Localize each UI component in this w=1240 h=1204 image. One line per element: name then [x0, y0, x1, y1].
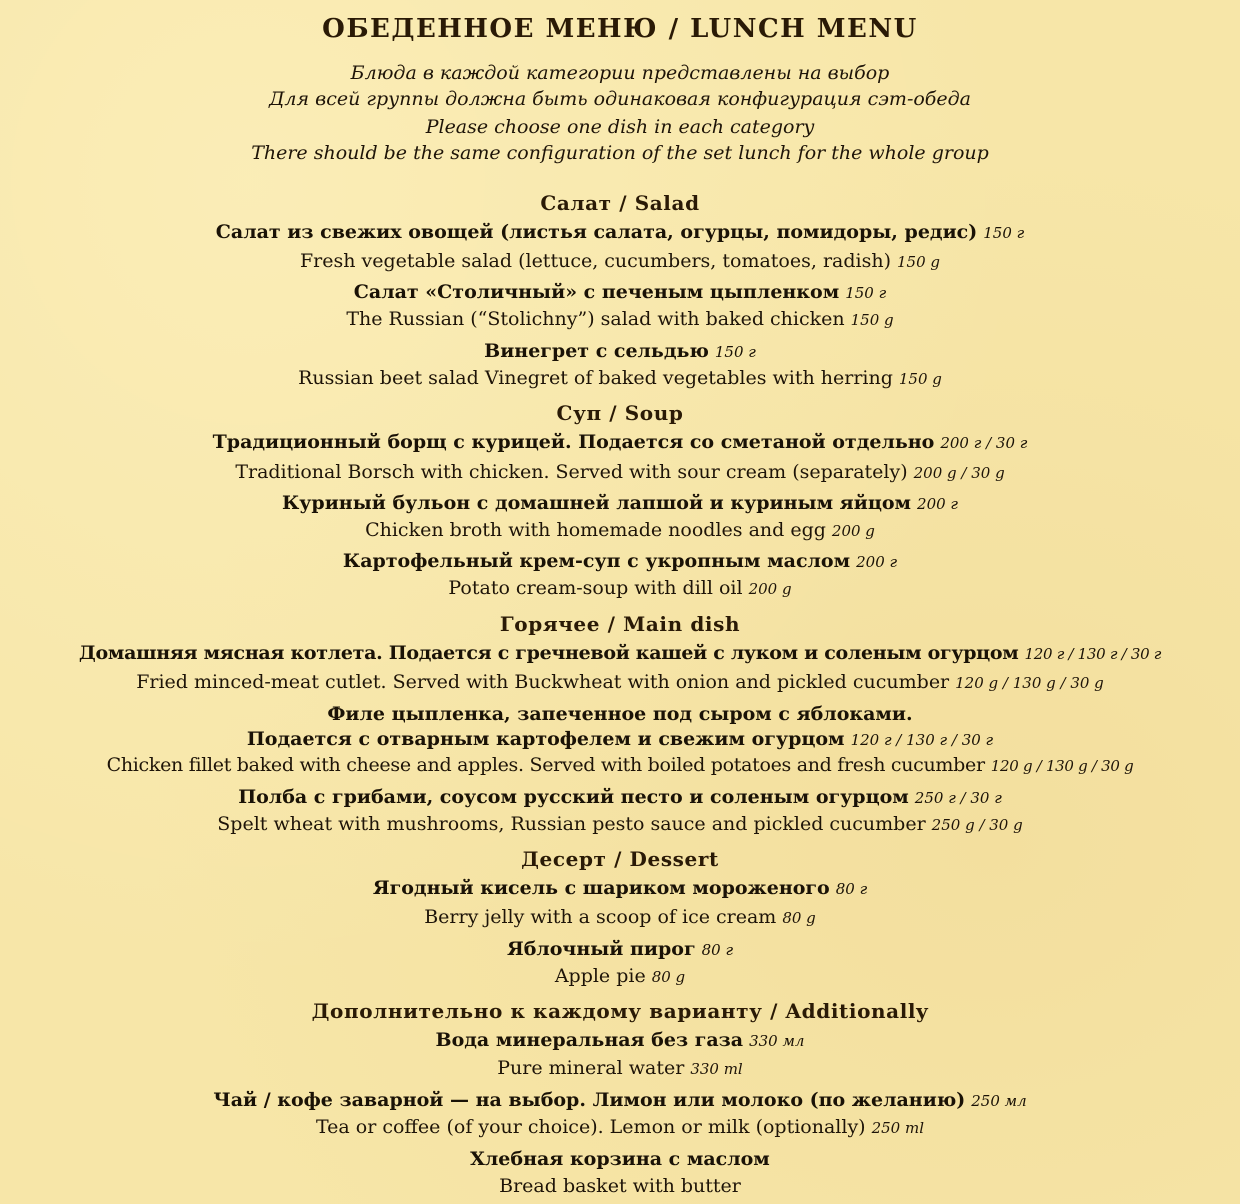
dish-en-name: Apple pie	[554, 965, 646, 987]
section-heading-additionally: Дополнительно к каждому варианту / Additionally	[311, 999, 929, 1023]
dish-ru-name: Яблочный пирог	[506, 938, 696, 960]
dish-en-weight: 330 ml	[690, 1060, 743, 1078]
dish-en-weight: 80 g	[651, 968, 686, 986]
dish-en-weight: 150 g	[850, 311, 894, 329]
menu-title: ОБЕДЕННОЕ МЕНЮ / LUNCH MENU	[322, 14, 918, 44]
dish-ru-name: Чай / кофе заварной — на выбор. Лимон или молоко (по желанию)	[213, 1089, 966, 1111]
dish-en-name: Potato cream-soup with dill oil	[448, 577, 743, 599]
dish-en-name: Fried minced-meat cutlet. Served with Buckwheat with onion and pickled cucumber	[136, 671, 950, 693]
intro-line-ru-1: Блюда в каждой категории представлены на выбор	[350, 62, 890, 84]
dish-ru-weight: 200 г	[856, 553, 898, 571]
dish-ru	[0, 1150, 1240, 1169]
dish-ru-name: Подается с отварным картофелем и свежим огурцом	[246, 728, 845, 750]
section-heading-salad: Салат / Salad	[540, 191, 700, 215]
dish-ru-name: Полба с грибами, соусом русский песто и соленым огурцом	[238, 786, 909, 808]
intro-line-en-2: There should be the same configuration of the set lunch for the whole group	[251, 142, 989, 164]
dish-en	[0, 967, 1240, 986]
dish-ru-weight: 120 г / 130 г / 30 г	[1024, 645, 1162, 663]
dish-ru	[0, 552, 1240, 571]
dish-en	[0, 579, 1240, 598]
dish-ru	[0, 788, 1240, 807]
dish-ru	[0, 433, 1240, 452]
dish-en-name: Traditional Borsch with chicken. Served with sour cream (separately)	[235, 461, 908, 483]
dish-ru	[0, 494, 1240, 513]
intro-line-ru-2: Для всей группы должна быть одинаковая конфигурация сэт-обеда	[268, 88, 972, 110]
dish-en	[0, 673, 1240, 692]
dish-en-weight: 150 g	[898, 370, 942, 388]
dish-ru-name: Салат из свежих овощей (листья салата, огурцы, помидоры, редис)	[215, 221, 978, 243]
dish-en	[0, 521, 1240, 540]
dish-ru-name: Куриный бульон с домашней лапшой и куриным яйцом	[281, 492, 912, 514]
dish-ru	[0, 223, 1240, 242]
dish-ru-name: Филе цыпленка, запеченное под сыром с яблоками.	[327, 703, 913, 725]
dish-en	[0, 463, 1240, 482]
dish-ru	[0, 940, 1240, 959]
section-heading-soup: Суп / Soup	[556, 401, 684, 425]
dish-ru-weight: 250 мл	[971, 1092, 1027, 1110]
dish-ru-name: Вода минеральная без газа	[435, 1029, 744, 1051]
dish-en-weight: 200 g	[831, 522, 875, 540]
dish-ru-name: Традиционный борщ с курицей. Подается со сметаной отдельно	[212, 431, 935, 453]
dish-ru-name: Салат «Столичный» с печеным цыпленком	[353, 281, 840, 303]
dish-en-name: Berry jelly with a scoop of ice cream	[424, 906, 777, 928]
dish-ru	[0, 730, 1240, 749]
dish-ru-weight: 250 г / 30 г	[914, 789, 1002, 807]
dish-en	[0, 1177, 1240, 1196]
dish-en-weight: 120 g / 130 g / 30 g	[955, 674, 1104, 692]
dish-en	[0, 252, 1240, 271]
dish-ru-weight: 200 г	[917, 495, 959, 513]
dish-en	[0, 310, 1240, 329]
dish-en-name: Spelt wheat with mushrooms, Russian pesto sauce and pickled cucumber	[217, 813, 926, 835]
dish-en-weight: 150 g	[897, 253, 941, 271]
dish-en-weight: 120 g / 130 g / 30 g	[990, 757, 1134, 775]
dish-en-name: Pure mineral water	[497, 1057, 685, 1079]
dish-ru	[0, 1031, 1240, 1050]
dish-en	[0, 1118, 1240, 1137]
dish-en-weight: 200 g / 30 g	[913, 464, 1005, 482]
dish-ru-name: Домашняя мясная котлета. Подается с гречневой кашей с луком и соленым огурцом	[78, 642, 1019, 664]
dish-en	[0, 815, 1240, 834]
intro-line-en-1: Please choose one dish in each category	[425, 116, 815, 138]
dish-en-weight: 200 g	[748, 580, 792, 598]
dish-en	[0, 908, 1240, 927]
dish-ru-weight: 150 г	[714, 343, 756, 361]
dish-ru	[0, 644, 1240, 663]
dish-en-name: Chicken broth with homemade noodles and egg	[365, 519, 826, 541]
dish-en-name: Bread basket with butter	[499, 1175, 741, 1197]
dish-ru-name: Картофельный крем-суп с укропным маслом	[342, 550, 851, 572]
dish-en	[0, 1059, 1240, 1078]
dish-ru	[0, 283, 1240, 302]
dish-en-name: Chicken fillet baked with cheese and apples. Served with boiled potatoes and fresh cucumber	[106, 754, 985, 776]
dish-en-name: Russian beet salad Vinegret of baked vegetables with herring	[298, 367, 893, 389]
dish-ru-name: Ягодный кисель с шариком мороженого	[372, 877, 830, 899]
dish-ru	[0, 1091, 1240, 1110]
section-heading-dessert: Десерт / Dessert	[521, 847, 719, 871]
dish-ru-weight: 150 г	[983, 224, 1025, 242]
dish-ru-weight: 150 г	[845, 284, 887, 302]
dish-en-weight: 80 g	[782, 909, 816, 927]
dish-en	[0, 369, 1240, 388]
dish-ru	[0, 879, 1240, 898]
dish-ru	[0, 342, 1240, 361]
dish-en-weight: 250 g / 30 g	[931, 816, 1023, 834]
dish-ru-weight: 330 мл	[749, 1032, 805, 1050]
dish-ru-weight: 80 г	[701, 941, 734, 959]
dish-en-name: Tea or coffee (of your choice). Lemon or milk (optionally)	[315, 1116, 866, 1138]
dish-en-name: Fresh vegetable salad (lettuce, cucumbers, tomatoes, radish)	[299, 250, 891, 272]
dish-en-name: The Russian (“Stolichny”) salad with baked chicken	[346, 308, 845, 330]
dish-ru-name: Хлебная корзина с маслом	[470, 1148, 770, 1170]
dish-ru-weight: 80 г	[835, 880, 868, 898]
dish-ru-weight: 120 г / 130 г / 30 г	[850, 731, 994, 749]
dish-ru	[0, 705, 1240, 724]
section-heading-main-dish: Горячее / Main dish	[499, 612, 741, 636]
dish-ru-weight: 200 г / 30 г	[940, 434, 1028, 452]
dish-en-weight: 250 ml	[871, 1119, 925, 1137]
dish-en	[0, 756, 1240, 775]
dish-ru-name: Винегрет с сельдью	[484, 340, 709, 362]
